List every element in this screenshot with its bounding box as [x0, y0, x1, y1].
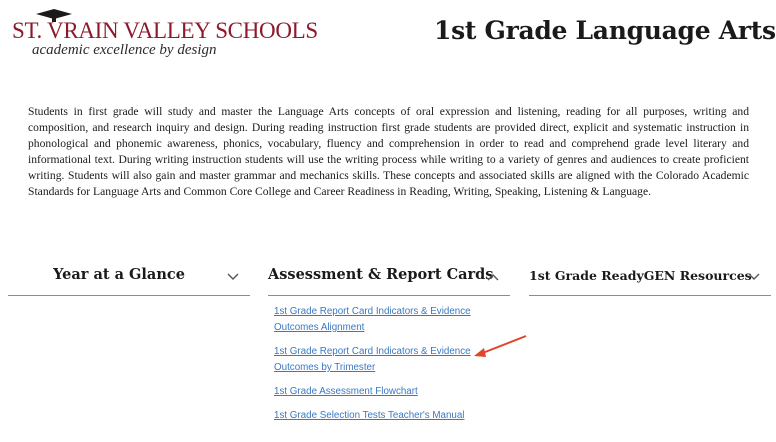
- link-assessment-flowchart[interactable]: 1st Grade Assessment Flowchart: [274, 386, 418, 397]
- chevron-up-icon: [486, 270, 500, 284]
- school-logo[interactable]: [12, 8, 318, 60]
- link-report-card-alignment[interactable]: 1st Grade Report Card Indicators & Evidence Outcomes Alignment: [274, 306, 471, 333]
- accordion-readygen-resources[interactable]: [529, 262, 771, 296]
- logo-tagline: academic excellence by design: [32, 42, 217, 58]
- intro-paragraph: Students in first grade will study and master the Language Arts concepts of oral expression and listening, reading for all purposes, writing and composition, and research inquiry and design. During reading instruction first grade students are provided direct, explicit and systematic instruction in phonological and phonemic awareness, phonics, vocabulary, fluency and comprehension in order to read and comprehend grade level literary and informational text. During writing instruction students will use the writing process while writing to a variety of genres and audiences to create proficient writing. Students will also gain and master grammar and mechanics skills. These concepts and associated skills are aligned with the Colorado Academic Standards for Language Arts and Common Core College and Career Readiness in Reading, Writing, Speaking, Listening & Language.: [28, 105, 749, 198]
- accordion-assessment-report-cards[interactable]: [268, 262, 510, 296]
- accordion-year-at-a-glance[interactable]: [8, 262, 250, 296]
- chevron-down-icon: [226, 270, 240, 284]
- logo-name: ST. VRAIN VALLEY SCHOOLS: [12, 18, 318, 43]
- accordion-title: 1st Grade ReadyGEN Resources: [529, 268, 752, 283]
- accordion-title: Year at a Glance: [53, 266, 185, 283]
- link-report-card-by-trimester[interactable]: 1st Grade Report Card Indicators & Evidence Outcomes by Trimester: [274, 346, 471, 373]
- accordion-title: Assessment & Report Cards: [268, 266, 494, 283]
- assessment-links-list: [274, 304, 504, 424]
- annotation-arrow-icon: [470, 332, 532, 362]
- chevron-down-icon: [747, 270, 761, 284]
- page-title: 1st Grade Language Arts: [434, 16, 776, 45]
- link-selection-tests-manual[interactable]: 1st Grade Selection Tests Teacher's Manual: [274, 410, 465, 421]
